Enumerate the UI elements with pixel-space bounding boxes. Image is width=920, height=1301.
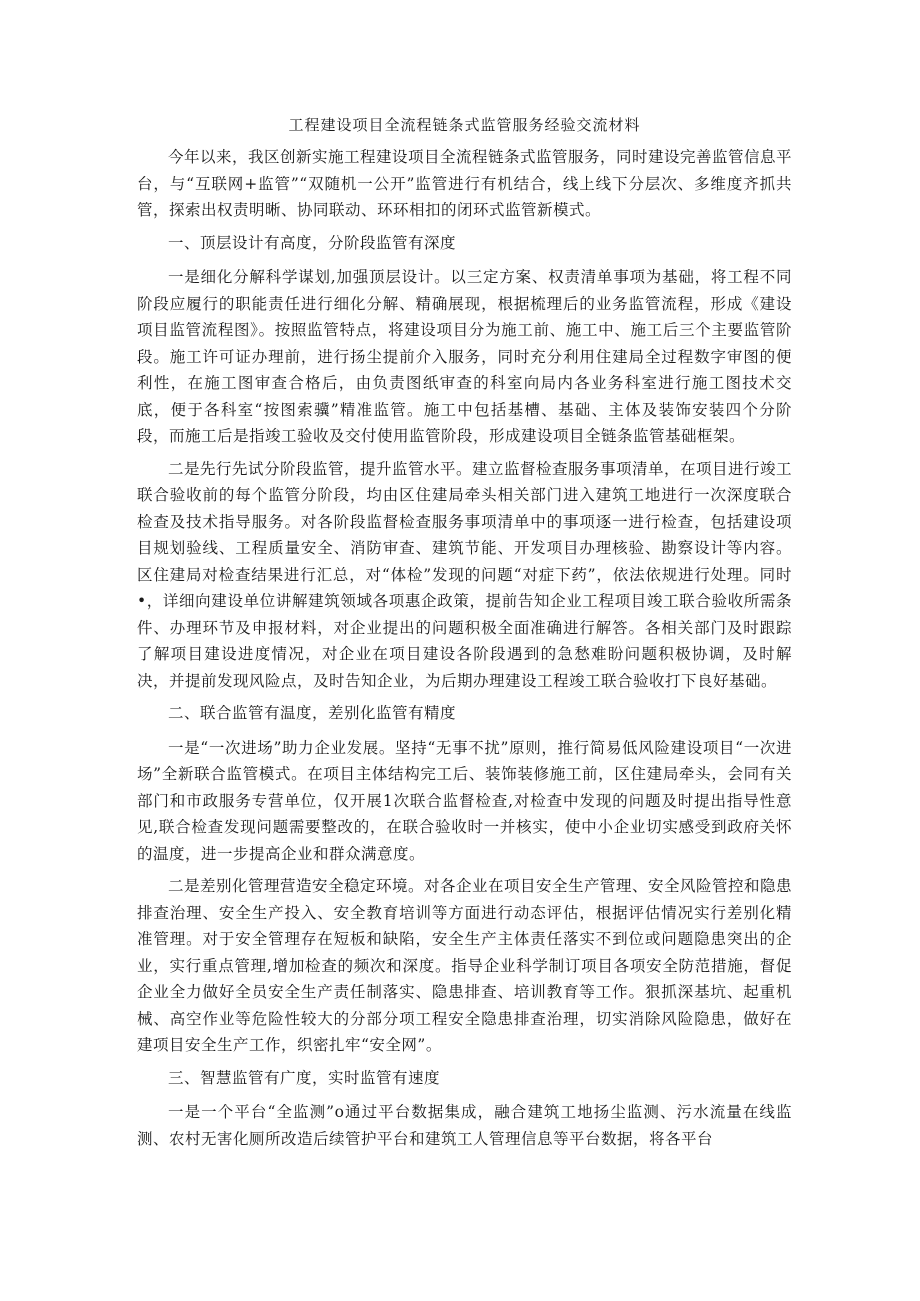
document-body: [137, 112, 792, 1158]
section-3-heading: 三、智慧监管有广度，实时监管有速度: [168, 1068, 441, 1087]
section-1-paragraph-1: 一是细化分解科学谋划,加强顶层设计。以三定方案、权责清单事项为基础，将工程不同阶段应履行的职能责任进行细化分解、精确展现，根据梳理后的业务监管流程，形成《建设项目监管流程图》。按照监管特点，将建设项目分为施工前、施工中、施工后三个主要监管阶段。施工许可证办理前，进行扬尘提前介入服务，同时充分利用住建局全过程数字审图的便利性，在施工图审查合格后，由负责图纸审查的科室向局内各业务科室进行施工图技术交底，便于各科室“按图索骥”精准监管。施工中包括基槽、基础、主体及装饰安装四个分阶段，而施工后是指竣工验收及交付使用监管阶段，形成建设项目全链条监管基础框架。: [137, 268, 792, 445]
section-2-heading: 二、联合监管有温度，差别化监管有精度: [168, 704, 457, 722]
section-1-heading: 一、顶层设计有高度，分阶段监管有深度: [168, 233, 457, 252]
section-2-paragraph-2: 二是差别化管理营造安全稳定环境。对各企业在项目安全生产管理、安全风险管控和隐患排查治理、安全生产投入、安全教育培训等方面进行动态评估，根据评估情况实行差别化精准管理。对于安全管理存在短板和缺陷，安全生产主体责任落实不到位或问题隐患突出的企业，实行重点管理,增加检查的频次和深度。指导企业科学制订项目各项安全防范措施，督促企业全力做好全员安全生产责任制落实、隐患排查、培训教育等工作。狠抓深基坑、起重机械、高空作业等危险性较大的分部分项工程安全隐患排查治理，切实消除风险隐患，做好在建项目安全生产工作，织密扎牢“安全网”。: [137, 877, 793, 1054]
section-2-paragraph-1: 一是“一次进场”助力企业发展。坚持“无事不扰”原则，推行简易低风险建设项目“一次进场”全新联合监管模式。在项目主体结构完工后、装饰装修施工前，区住建局牵头，会同有关部门和市政服务专营单位，仅开展1次联合监督检查,对检查中发现的问题及时提出指导性意见,联合检查发现问题需要整改的，在联合验收时一并核实，使中小企业切实感受到政府关怀的温度，进一步提高企业和群众满意度。: [137, 738, 792, 863]
section-3-paragraph-1: 一是一个平台“全监测”o通过平台数据集成，融合建筑工地扬尘监测、污水流量在线监测、农村无害化厕所改造后续管护平台和建筑工人管理信息等平台数据，将各平台: [137, 1103, 792, 1148]
intro-paragraph: 今年以来，我区创新实施工程建设项目全流程链条式监管服务，同时建设完善监管信息平台，与“互联网+监管”“双随机一公开”监管进行有机结合，线上线下分层次、多维度齐抓共管，探索出权责明晰、协同联动、环环相扣的闭环式监管新模式。: [137, 148, 793, 219]
document-title: 工程建设项目全流程链条式监管服务经验交流材料: [288, 116, 641, 134]
section-1-paragraph-2: 二是先行先试分阶段监管，提升监管水平。建立监督检查服务事项清单，在项目进行竣工联合验收前的每个监管分阶段，均由区住建局牵头相关部门进入建筑工地进行一次深度联合检查及技术指导服务。对各阶段监督检查服务事项清单中的事项逐一进行检查，包括建设项目规划验线、工程质量安全、消防审查、建筑节能、开发项目办理核验、勘察设计等内容。区住建局对检查结果进行汇总，对“体检”发现的问题“对症下药”，依法依规进行处理。同时•，详细向建设单位讲解建筑领域各项惠企政策，提前告知企业工程项目竣工联合验收所需条件、办理环节及申报材料，对企业提出的问题积极全面准确进行解答。各相关部门及时跟踪了解项目建设进度情况，对企业在项目建设各阶段遇到的急愁难盼问题积极协调，及时解决，并提前发现风险点，及时告知企业，为后期办理建设工程竣工联合验收打下良好基础。: [137, 459, 793, 690]
